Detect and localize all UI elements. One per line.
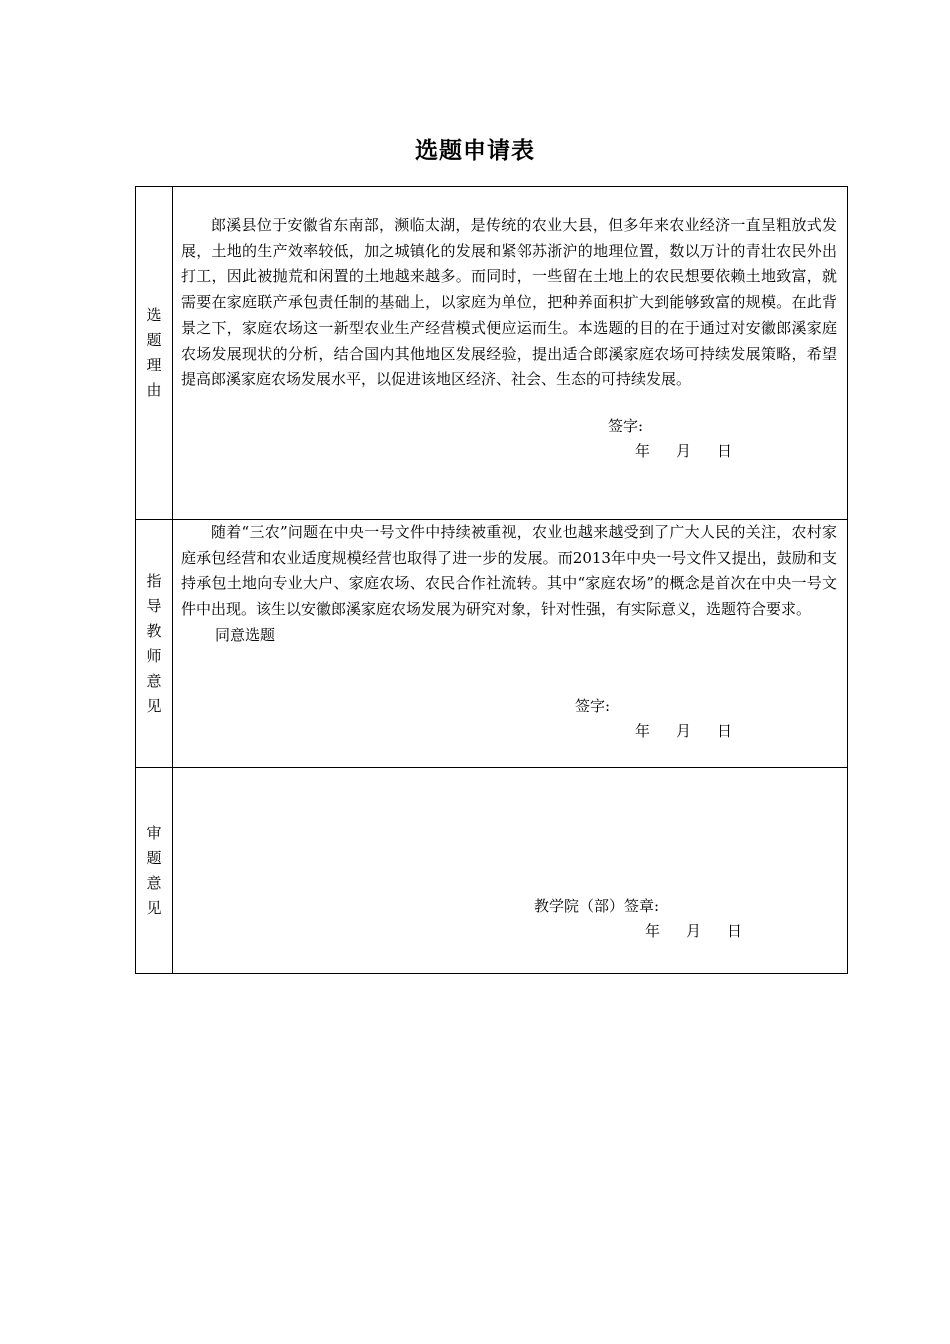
reason-content-cell xyxy=(173,187,848,520)
reason-date-year: 年 xyxy=(635,442,651,460)
topic-application-table xyxy=(135,186,848,974)
review-signature-label: 教学院（部）签章: xyxy=(534,897,660,915)
advisor-row xyxy=(136,520,848,768)
reason-date xyxy=(635,441,732,461)
advisor-date-year: 年 xyxy=(635,722,651,740)
form-title: 选题申请表 xyxy=(415,138,535,164)
reason-row xyxy=(136,187,848,520)
review-content-cell xyxy=(173,768,848,974)
reason-label: 选题理由 xyxy=(146,306,162,399)
advisor-text: 随着“三农”问题在中央一号文件中持续被重视，农业也越来越受到了广大人民的关注，农村家庭承包经营和农业适度规模经营也取得了进一步的发展。而2013年中央一号文件又提出，鼓励和支持承包土地向专业大户、家庭农场、农民合作社流转。其中“家庭农场”的概念是首次在中央一号文件中出现。该生以安徽郎溪家庭农场发展为研究对象，针对性强，有实际意义，选题符合要求。 xyxy=(181,523,837,619)
review-date-month: 月 xyxy=(686,922,702,940)
review-label: 审题意见 xyxy=(146,823,162,917)
advisor-label: 指导教师意见 xyxy=(146,571,162,715)
review-date-year: 年 xyxy=(645,922,661,940)
advisor-label-cell xyxy=(136,520,173,768)
review-label-cell xyxy=(136,768,173,974)
advisor-date-day: 日 xyxy=(717,722,733,740)
reason-date-day: 日 xyxy=(717,442,733,460)
reason-signature-label: 签字: xyxy=(608,417,644,435)
advisor-approval: 同意选题 xyxy=(215,625,276,644)
advisor-date-month: 月 xyxy=(676,722,692,740)
advisor-signature-label: 签字: xyxy=(575,697,611,715)
reason-date-month: 月 xyxy=(676,442,692,460)
advisor-date xyxy=(635,721,732,741)
review-row xyxy=(136,768,848,974)
reason-text: 郎溪县位于安徽省东南部，濒临太湖，是传统的农业大县，但多年来农业经济一直呈粗放式发展，土地的生产效率较低，加之城镇化的发展和紧邻苏浙沪的地理位置，数以万计的青壮农民外出打工，因此被抛荒和闲置的土地越来越多。而同时，一些留在土地上的农民想要依赖土地致富，就需要在家庭联产承包责任制的基础上，以家庭为单位，把种养面积扩大到能够致富的规模。在此背景之下，家庭农场这一新型农业生产经营模式便应运而生。本选题的目的在于通过对安徽郎溪家庭农场发展现状的分析，结合国内其他地区发展经验，提出适合郎溪家庭农场可持续发展策略，希望提高郎溪家庭农场发展水平，以促进该地区经济、社会、生态的可持续发展。 xyxy=(181,216,837,389)
advisor-content-cell xyxy=(173,520,848,768)
reason-label-cell xyxy=(136,187,173,520)
review-date-day: 日 xyxy=(727,922,743,940)
review-date xyxy=(645,921,742,941)
